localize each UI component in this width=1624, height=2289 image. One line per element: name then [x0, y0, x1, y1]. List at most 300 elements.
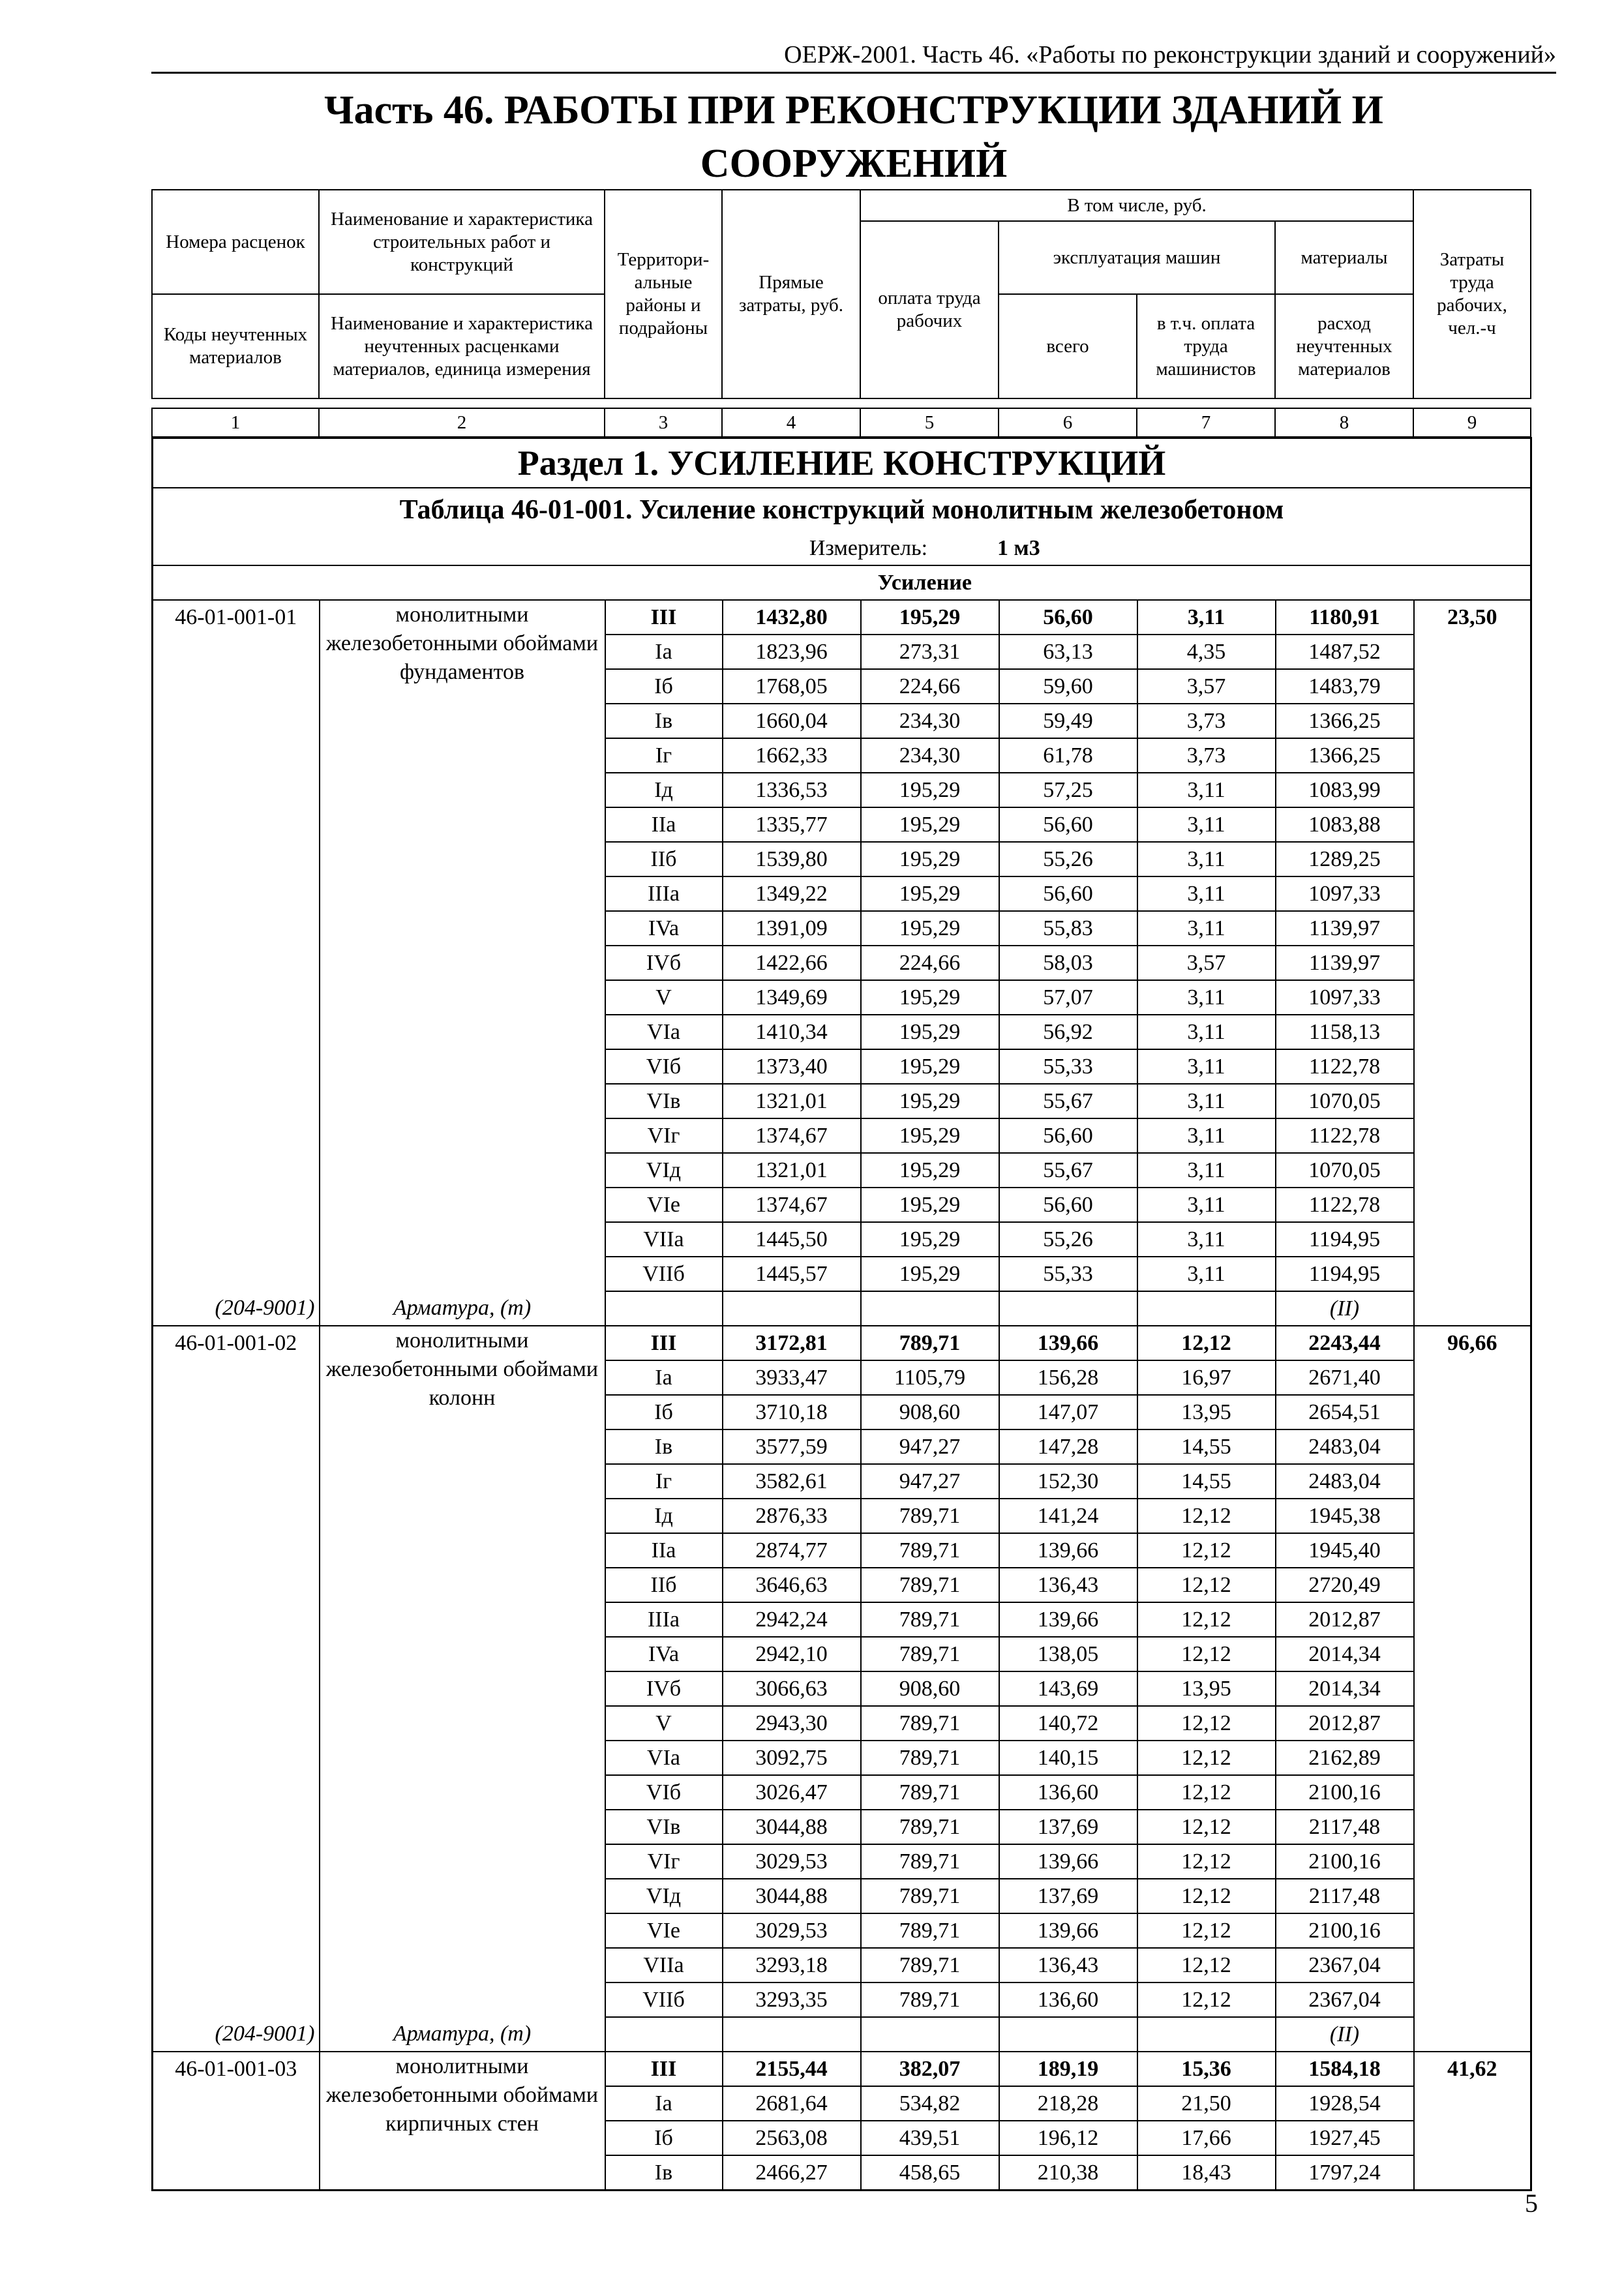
- cell-machinist-pay: 3,57: [1137, 669, 1276, 704]
- cell-direct-costs: 3026,47: [723, 1775, 861, 1810]
- cell-machine-total: 55,67: [999, 1153, 1137, 1188]
- cell-worker-pay: 195,29: [861, 1153, 999, 1188]
- rates-table: [151, 437, 1532, 2191]
- cell-machinist-pay: 12,12: [1137, 1499, 1276, 1533]
- cell-machine-total: 56,60: [999, 1188, 1137, 1222]
- rate-labor: 41,62: [1414, 2052, 1531, 2191]
- header-territory: Территориальные районы и подрайоны: [605, 190, 722, 398]
- rate-code: 46-01-001-02: [153, 1326, 320, 2017]
- cell-machinist-pay: 3,11: [1137, 807, 1276, 842]
- cell-territory: Iв: [605, 2155, 723, 2191]
- column-number: 1: [152, 408, 319, 437]
- empty-cell: [605, 2017, 723, 2052]
- cell-machine-total: 55,33: [999, 1257, 1137, 1291]
- cell-machinist-pay: 3,11: [1137, 842, 1276, 876]
- cell-machinist-pay: 3,11: [1137, 1015, 1276, 1049]
- cell-machine-total: 55,83: [999, 911, 1137, 946]
- cell-territory: VIIa: [605, 1948, 723, 1982]
- cell-materials: 2100,16: [1276, 1913, 1414, 1948]
- cell-machinist-pay: 3,11: [1137, 1222, 1276, 1257]
- cell-machinist-pay: 3,11: [1137, 1153, 1276, 1188]
- cell-machine-total: 189,19: [999, 2052, 1137, 2086]
- cell-direct-costs: 3066,63: [723, 1671, 861, 1706]
- rate-name: монолитными железобетонными обоймами колонн: [320, 1326, 605, 2017]
- table-row: [153, 600, 1531, 635]
- header-labor: Затраты труда рабочих, чел.-ч: [1413, 190, 1531, 398]
- cell-direct-costs: 1445,57: [723, 1257, 861, 1291]
- cell-machine-total: 63,13: [999, 635, 1137, 669]
- cell-worker-pay: 789,71: [861, 1913, 999, 1948]
- cell-territory: IIIa: [605, 1602, 723, 1637]
- cell-machinist-pay: 3,73: [1137, 738, 1276, 773]
- cell-worker-pay: 195,29: [861, 1257, 999, 1291]
- cell-materials: 2162,89: [1276, 1741, 1414, 1775]
- cell-materials: 1194,95: [1276, 1222, 1414, 1257]
- cell-direct-costs: 1349,69: [723, 980, 861, 1015]
- cell-territory: VIг: [605, 1118, 723, 1153]
- cell-materials: 1122,78: [1276, 1118, 1414, 1153]
- cell-direct-costs: 3933,47: [723, 1360, 861, 1395]
- page-number: 5: [1525, 2189, 1538, 2218]
- cell-worker-pay: 789,71: [861, 1810, 999, 1844]
- cell-materials: 2483,04: [1276, 1464, 1414, 1499]
- cell-worker-pay: 224,66: [861, 946, 999, 980]
- cell-direct-costs: 3092,75: [723, 1741, 861, 1775]
- cell-materials: 2100,16: [1276, 1775, 1414, 1810]
- cell-worker-pay: 789,71: [861, 1533, 999, 1568]
- cell-materials: 2014,34: [1276, 1671, 1414, 1706]
- material-use: (II): [1276, 2017, 1414, 2052]
- cell-machinist-pay: 3,73: [1137, 704, 1276, 738]
- part-title: [151, 83, 1556, 190]
- cell-direct-costs: 3293,35: [723, 1982, 861, 2017]
- cell-machine-total: 139,66: [999, 1844, 1137, 1879]
- cell-direct-costs: 1391,09: [723, 911, 861, 946]
- cell-machinist-pay: 12,12: [1137, 1568, 1276, 1602]
- cell-machine-total: 139,66: [999, 1533, 1137, 1568]
- cell-direct-costs: 1321,01: [723, 1084, 861, 1118]
- cell-direct-costs: 3582,61: [723, 1464, 861, 1499]
- header-machine-total: всего: [999, 294, 1137, 398]
- section-title: Раздел 1. УСИЛЕНИЕ КОНСТРУКЦИЙ: [153, 438, 1531, 488]
- cell-direct-costs: 1374,67: [723, 1118, 861, 1153]
- cell-territory: Iд: [605, 1499, 723, 1533]
- cell-materials: 1194,95: [1276, 1257, 1414, 1291]
- rate-name: монолитными железобетонными обоймами фундаментов: [320, 600, 605, 1291]
- cell-territory: Iв: [605, 704, 723, 738]
- cell-machine-total: 61,78: [999, 738, 1137, 773]
- empty-cell: [723, 1291, 861, 1326]
- cell-machine-total: 152,30: [999, 1464, 1137, 1499]
- cell-territory: IIб: [605, 1568, 723, 1602]
- cell-materials: 1584,18: [1276, 2052, 1414, 2086]
- rate-name: монолитными железобетонными обоймами кирпичных стен: [320, 2052, 605, 2191]
- cell-materials: 1139,97: [1276, 946, 1414, 980]
- cell-machine-total: 59,49: [999, 704, 1137, 738]
- cell-materials: 1158,13: [1276, 1015, 1414, 1049]
- cell-machinist-pay: 12,12: [1137, 1637, 1276, 1671]
- cell-machinist-pay: 18,43: [1137, 2155, 1276, 2191]
- material-name: Арматура, (т): [320, 1291, 605, 1326]
- cell-direct-costs: 3293,18: [723, 1948, 861, 1982]
- cell-worker-pay: 234,30: [861, 704, 999, 738]
- cell-worker-pay: 273,31: [861, 635, 999, 669]
- cell-machinist-pay: 3,11: [1137, 876, 1276, 911]
- cell-materials: 1366,25: [1276, 704, 1414, 738]
- cell-machine-total: 143,69: [999, 1671, 1137, 1706]
- cell-direct-costs: 1349,22: [723, 876, 861, 911]
- table-row: [153, 2052, 1531, 2086]
- cell-machinist-pay: 12,12: [1137, 1879, 1276, 1913]
- cell-territory: VIд: [605, 1153, 723, 1188]
- cell-machine-total: 147,07: [999, 1395, 1137, 1429]
- cell-territory: IIa: [605, 1533, 723, 1568]
- cell-direct-costs: 2876,33: [723, 1499, 861, 1533]
- cell-worker-pay: 789,71: [861, 1982, 999, 2017]
- material-name: Арматура, (т): [320, 2017, 605, 2052]
- cell-machinist-pay: 12,12: [1137, 1775, 1276, 1810]
- cell-worker-pay: 789,71: [861, 1844, 999, 1879]
- cell-worker-pay: 195,29: [861, 911, 999, 946]
- cell-territory: Ia: [605, 2086, 723, 2121]
- cell-territory: VIIб: [605, 1257, 723, 1291]
- cell-machinist-pay: 3,11: [1137, 600, 1276, 635]
- cell-machinist-pay: 15,36: [1137, 2052, 1276, 2086]
- cell-materials: 1483,79: [1276, 669, 1414, 704]
- cell-direct-costs: 1336,53: [723, 773, 861, 807]
- cell-direct-costs: 3044,88: [723, 1879, 861, 1913]
- cell-machine-total: 58,03: [999, 946, 1137, 980]
- cell-worker-pay: 195,29: [861, 1118, 999, 1153]
- cell-direct-costs: 1321,01: [723, 1153, 861, 1188]
- cell-worker-pay: 195,29: [861, 1222, 999, 1257]
- cell-machinist-pay: 12,12: [1137, 1948, 1276, 1982]
- cell-machinist-pay: 12,12: [1137, 1741, 1276, 1775]
- cell-direct-costs: 3710,18: [723, 1395, 861, 1429]
- cell-direct-costs: 1823,96: [723, 635, 861, 669]
- cell-machinist-pay: 12,12: [1137, 1533, 1276, 1568]
- cell-machine-total: 55,26: [999, 842, 1137, 876]
- running-head: ОЕРЖ-2001. Часть 46. «Работы по реконструкции зданий и сооружений»: [151, 38, 1556, 74]
- empty-cell: [861, 1291, 999, 1326]
- cell-machine-total: 56,92: [999, 1015, 1137, 1049]
- cell-worker-pay: 789,71: [861, 1568, 999, 1602]
- cell-machine-total: 140,72: [999, 1706, 1137, 1741]
- cell-territory: V: [605, 1706, 723, 1741]
- cell-materials: 1083,99: [1276, 773, 1414, 807]
- cell-machinist-pay: 3,11: [1137, 980, 1276, 1015]
- cell-worker-pay: 789,71: [861, 1499, 999, 1533]
- cell-territory: VIa: [605, 1015, 723, 1049]
- group-label: Усиление: [320, 565, 1531, 600]
- cell-direct-costs: 3029,53: [723, 1913, 861, 1948]
- cell-materials: 2117,48: [1276, 1810, 1414, 1844]
- cell-machinist-pay: 14,55: [1137, 1429, 1276, 1464]
- cell-territory: VIд: [605, 1879, 723, 1913]
- cell-machine-total: 218,28: [999, 2086, 1137, 2121]
- cell-territory: Iг: [605, 738, 723, 773]
- cell-machine-total: 147,28: [999, 1429, 1137, 1464]
- cell-materials: 1097,33: [1276, 876, 1414, 911]
- material-row: [153, 1291, 1531, 1326]
- rate-labor: 96,66: [1414, 1326, 1531, 2052]
- empty-cell: [605, 1291, 723, 1326]
- empty-cell: [723, 2017, 861, 2052]
- cell-materials: 1180,91: [1276, 600, 1414, 635]
- header-unaccounted-use: расход неучтенных материалов: [1275, 294, 1413, 398]
- empty-cell: [1137, 2017, 1276, 2052]
- cell-machine-total: 55,33: [999, 1049, 1137, 1084]
- rate-code: 46-01-001-03: [153, 2052, 320, 2191]
- cell-territory: VIe: [605, 1913, 723, 1948]
- cell-machine-total: 138,05: [999, 1637, 1137, 1671]
- cell-territory: Iв: [605, 1429, 723, 1464]
- cell-territory: Ia: [605, 635, 723, 669]
- cell-territory: IVб: [605, 1671, 723, 1706]
- column-numbers-row: [151, 408, 1531, 438]
- cell-direct-costs: 2155,44: [723, 2052, 861, 2086]
- cell-materials: 1927,45: [1276, 2121, 1414, 2155]
- cell-materials: 1797,24: [1276, 2155, 1414, 2191]
- cell-worker-pay: 908,60: [861, 1395, 999, 1429]
- cell-materials: 2483,04: [1276, 1429, 1414, 1464]
- cell-territory: VIe: [605, 1188, 723, 1222]
- cell-direct-costs: 3646,63: [723, 1568, 861, 1602]
- cell-worker-pay: 234,30: [861, 738, 999, 773]
- cell-territory: VIв: [605, 1810, 723, 1844]
- cell-territory: IIIa: [605, 876, 723, 911]
- cell-direct-costs: 1374,67: [723, 1188, 861, 1222]
- cell-materials: 1945,38: [1276, 1499, 1414, 1533]
- cell-machinist-pay: 3,11: [1137, 1118, 1276, 1153]
- cell-machinist-pay: 12,12: [1137, 1326, 1276, 1360]
- part-title-line-2: СООРУЖЕНИЙ: [700, 142, 1008, 186]
- cell-territory: IVб: [605, 946, 723, 980]
- table-title: Таблица 46-01-001. Усиление конструкций монолитным железобетоном: [153, 488, 1531, 531]
- empty-cell: [999, 2017, 1137, 2052]
- cell-machine-total: 137,69: [999, 1879, 1137, 1913]
- cell-worker-pay: 195,29: [861, 807, 999, 842]
- cell-machine-total: 196,12: [999, 2121, 1137, 2155]
- cell-machine-total: 141,24: [999, 1499, 1137, 1533]
- cell-direct-costs: 2563,08: [723, 2121, 861, 2155]
- cell-materials: 2367,04: [1276, 1982, 1414, 2017]
- cell-machine-total: 137,69: [999, 1810, 1137, 1844]
- cell-materials: 2012,87: [1276, 1602, 1414, 1637]
- cell-materials: 2671,40: [1276, 1360, 1414, 1395]
- header-machine-use: эксплуатация машин: [999, 221, 1275, 294]
- cell-machinist-pay: 3,11: [1137, 1084, 1276, 1118]
- column-number: 2: [319, 408, 605, 437]
- empty-cell: [999, 1291, 1137, 1326]
- cell-territory: Iг: [605, 1464, 723, 1499]
- table-header: [151, 189, 1531, 399]
- material-row: [153, 2017, 1531, 2052]
- cell-machine-total: 140,15: [999, 1741, 1137, 1775]
- cell-machinist-pay: 12,12: [1137, 1913, 1276, 1948]
- cell-worker-pay: 439,51: [861, 2121, 999, 2155]
- cell-worker-pay: 195,29: [861, 842, 999, 876]
- column-number: 4: [722, 408, 860, 437]
- cell-machinist-pay: 16,97: [1137, 1360, 1276, 1395]
- cell-worker-pay: 195,29: [861, 1084, 999, 1118]
- cell-machinist-pay: 3,11: [1137, 773, 1276, 807]
- header-machinist-pay: в т.ч. оплата труда машинистов: [1137, 294, 1275, 398]
- cell-worker-pay: 947,27: [861, 1464, 999, 1499]
- cell-machinist-pay: 13,95: [1137, 1395, 1276, 1429]
- header-including: В том числе, руб.: [860, 190, 1413, 221]
- cell-worker-pay: 789,71: [861, 1706, 999, 1741]
- cell-machinist-pay: 17,66: [1137, 2121, 1276, 2155]
- cell-machine-total: 139,66: [999, 1913, 1137, 1948]
- cell-direct-costs: 1445,50: [723, 1222, 861, 1257]
- cell-machine-total: 136,43: [999, 1568, 1137, 1602]
- header-rate-numbers: Номера расценок: [152, 190, 319, 294]
- cell-worker-pay: 195,29: [861, 1188, 999, 1222]
- header-unaccounted-name: Наименование и характеристика неучтенных расценками материалов, единица измерения: [319, 294, 605, 398]
- cell-worker-pay: 789,71: [861, 1602, 999, 1637]
- cell-territory: VIIб: [605, 1982, 723, 2017]
- column-number: 9: [1413, 408, 1531, 437]
- cell-territory: IIб: [605, 842, 723, 876]
- material-code: (204-9001): [153, 1291, 320, 1326]
- cell-territory: IVa: [605, 911, 723, 946]
- cell-territory: III: [605, 1326, 723, 1360]
- header-direct-costs: Прямые затраты, руб.: [722, 190, 860, 398]
- header-materials: материалы: [1275, 221, 1413, 294]
- cell-territory: VIв: [605, 1084, 723, 1118]
- cell-territory: VIIa: [605, 1222, 723, 1257]
- column-number: 7: [1137, 408, 1275, 437]
- cell-territory: IIa: [605, 807, 723, 842]
- cell-direct-costs: 2942,10: [723, 1637, 861, 1671]
- cell-materials: 2100,16: [1276, 1844, 1414, 1879]
- column-number: 5: [860, 408, 999, 437]
- cell-machinist-pay: 13,95: [1137, 1671, 1276, 1706]
- cell-direct-costs: 2942,24: [723, 1602, 861, 1637]
- cell-machine-total: 136,60: [999, 1982, 1137, 2017]
- cell-machine-total: 56,60: [999, 807, 1137, 842]
- cell-direct-costs: 2681,64: [723, 2086, 861, 2121]
- cell-worker-pay: 789,71: [861, 1948, 999, 1982]
- cell-territory: VIб: [605, 1049, 723, 1084]
- cell-materials: 1366,25: [1276, 738, 1414, 773]
- empty-cell: [1137, 1291, 1276, 1326]
- cell-machine-total: 56,60: [999, 600, 1137, 635]
- cell-direct-costs: 1373,40: [723, 1049, 861, 1084]
- cell-machine-total: 136,60: [999, 1775, 1137, 1810]
- cell-machine-total: 139,66: [999, 1602, 1137, 1637]
- cell-direct-costs: 2874,77: [723, 1533, 861, 1568]
- cell-materials: 2720,49: [1276, 1568, 1414, 1602]
- cell-territory: III: [605, 2052, 723, 2086]
- cell-worker-pay: 789,71: [861, 1775, 999, 1810]
- cell-territory: Iб: [605, 1395, 723, 1429]
- cell-machinist-pay: 12,12: [1137, 1844, 1276, 1879]
- cell-machine-total: 59,60: [999, 669, 1137, 704]
- cell-machine-total: 55,67: [999, 1084, 1137, 1118]
- cell-materials: 2367,04: [1276, 1948, 1414, 1982]
- cell-materials: 1097,33: [1276, 980, 1414, 1015]
- cell-worker-pay: 789,71: [861, 1326, 999, 1360]
- cell-machinist-pay: 3,57: [1137, 946, 1276, 980]
- cell-worker-pay: 947,27: [861, 1429, 999, 1464]
- cell-direct-costs: 1539,80: [723, 842, 861, 876]
- cell-worker-pay: 195,29: [861, 773, 999, 807]
- cell-machine-total: 57,07: [999, 980, 1137, 1015]
- cell-direct-costs: 3044,88: [723, 1810, 861, 1844]
- cell-territory: VIб: [605, 1775, 723, 1810]
- cell-materials: 2012,87: [1276, 1706, 1414, 1741]
- cell-direct-costs: 1660,04: [723, 704, 861, 738]
- cell-worker-pay: 195,29: [861, 1049, 999, 1084]
- measure-label: Измеритель:: [809, 536, 928, 560]
- cell-materials: 1487,52: [1276, 635, 1414, 669]
- cell-materials: 1289,25: [1276, 842, 1414, 876]
- header-work-name: Наименование и характеристика строительных работ и конструкций: [319, 190, 605, 294]
- cell-machinist-pay: 12,12: [1137, 1602, 1276, 1637]
- cell-machine-total: 156,28: [999, 1360, 1137, 1395]
- cell-worker-pay: 195,29: [861, 600, 999, 635]
- cell-machinist-pay: 12,12: [1137, 1982, 1276, 2017]
- cell-worker-pay: 224,66: [861, 669, 999, 704]
- cell-machinist-pay: 3,11: [1137, 1188, 1276, 1222]
- table-row: [153, 1326, 1531, 1360]
- cell-machine-total: 56,60: [999, 1118, 1137, 1153]
- cell-direct-costs: 3029,53: [723, 1844, 861, 1879]
- cell-machinist-pay: 3,11: [1137, 911, 1276, 946]
- cell-machine-total: 210,38: [999, 2155, 1137, 2191]
- cell-direct-costs: 1422,66: [723, 946, 861, 980]
- rate-labor: 23,50: [1414, 600, 1531, 1326]
- cell-machine-total: 56,60: [999, 876, 1137, 911]
- cell-direct-costs: 1335,77: [723, 807, 861, 842]
- cell-worker-pay: 789,71: [861, 1637, 999, 1671]
- cell-materials: 2243,44: [1276, 1326, 1414, 1360]
- cell-materials: 2654,51: [1276, 1395, 1414, 1429]
- rate-code: 46-01-001-01: [153, 600, 320, 1291]
- cell-direct-costs: 3577,59: [723, 1429, 861, 1464]
- cell-materials: 1122,78: [1276, 1049, 1414, 1084]
- column-number: 3: [605, 408, 722, 437]
- cell-machine-total: 55,26: [999, 1222, 1137, 1257]
- cell-machinist-pay: 3,11: [1137, 1257, 1276, 1291]
- cell-direct-costs: 1432,80: [723, 600, 861, 635]
- cell-worker-pay: 789,71: [861, 1879, 999, 1913]
- cell-direct-costs: 1410,34: [723, 1015, 861, 1049]
- cell-worker-pay: 195,29: [861, 1015, 999, 1049]
- cell-territory: VIг: [605, 1844, 723, 1879]
- cell-materials: 1945,40: [1276, 1533, 1414, 1568]
- cell-territory: Ia: [605, 1360, 723, 1395]
- measure-value: 1 м3: [997, 536, 1040, 560]
- column-number: 8: [1275, 408, 1413, 437]
- material-use: (II): [1276, 1291, 1414, 1326]
- cell-machine-total: 57,25: [999, 773, 1137, 807]
- cell-materials: 1070,05: [1276, 1084, 1414, 1118]
- header-worker-pay: оплата труда рабочих: [860, 221, 999, 398]
- cell-machine-total: 139,66: [999, 1326, 1137, 1360]
- cell-territory: VIa: [605, 1741, 723, 1775]
- material-code: (204-9001): [153, 2017, 320, 2052]
- cell-worker-pay: 534,82: [861, 2086, 999, 2121]
- cell-machinist-pay: 21,50: [1137, 2086, 1276, 2121]
- cell-materials: 1122,78: [1276, 1188, 1414, 1222]
- cell-materials: 2117,48: [1276, 1879, 1414, 1913]
- cell-territory: Iб: [605, 2121, 723, 2155]
- cell-machinist-pay: 12,12: [1137, 1706, 1276, 1741]
- cell-materials: 1928,54: [1276, 2086, 1414, 2121]
